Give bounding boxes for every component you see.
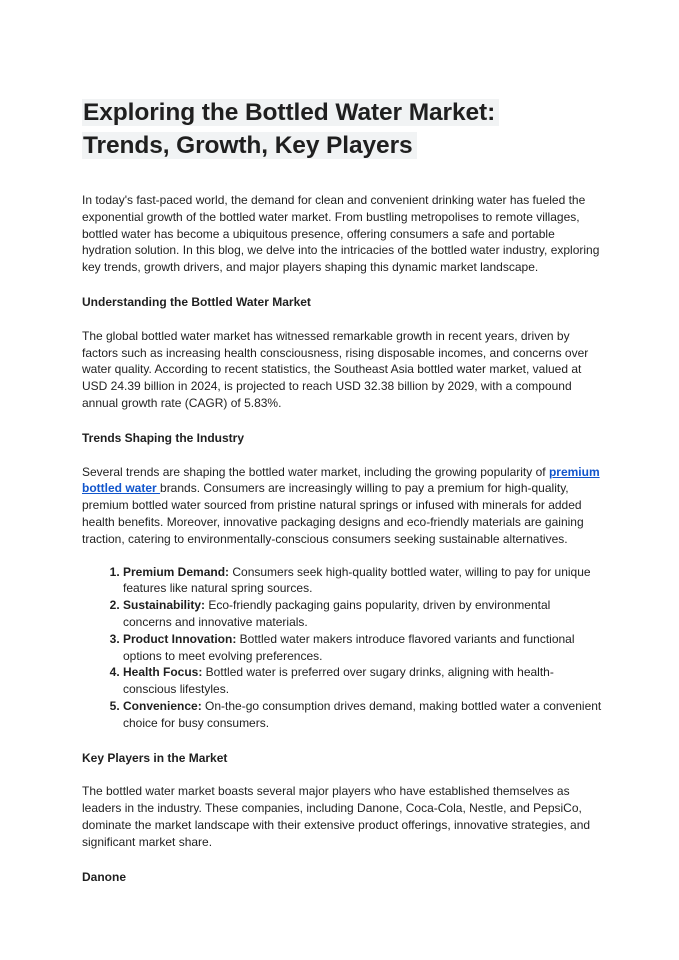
list-item [123, 698, 602, 732]
list-item [123, 664, 602, 698]
list-item-label: Premium Demand: [123, 564, 230, 579]
heading-understanding: Understanding the Bottled Water Market [82, 294, 311, 309]
list-item-label: Product Innovation: [123, 631, 237, 646]
list-item-label: Sustainability: [123, 598, 206, 613]
premium-bottled-water-link[interactable]: premium bottled water [82, 464, 600, 496]
document-title [82, 96, 602, 162]
list-item-label: Health Focus: [123, 665, 203, 680]
key-players-paragraph: The bottled water market boasts several major players who have established themselves as leaders in the industry. These companies, including Danone, Coca-Cola, Nestle, and PepsiCo, dominate the market landscape with their extensive product offerings, innovative strategies, and significant market share. [82, 784, 591, 849]
trends-paragraph [82, 464, 602, 548]
heading-key-players: Key Players in the Market [82, 750, 228, 765]
list-item [123, 564, 602, 598]
list-item-label: Convenience: [123, 698, 202, 713]
title-line-1: Exploring the Bottled Water Market: [82, 99, 499, 126]
list-item-text: On-the-go consumption drives demand, making bottled water a convenient choice for busy consumers. [123, 698, 602, 730]
trends-text-after-link: brands. Consumers are increasingly willing to pay a premium for high-quality, premium bottled water sourced from pristine natural springs or infused with minerals for added health benefits. Moreover, innovative packaging designs and eco-friendly materials are gaining traction, catering to environmentally-conscious consumers seeking sustainable alternatives. [82, 481, 584, 546]
list-item-text: Consumers seek high-quality bottled water, willing to pay for unique features like natural spring sources. [123, 564, 591, 596]
list-item-text: Bottled water is preferred over sugary drinks, aligning with health-conscious lifestyles. [123, 665, 554, 697]
intro-paragraph: In today's fast-paced world, the demand for clean and convenient drinking water has fueled the exponential growth of the bottled water market. From bustling metropolises to remote villages, bottled water has become a ubiquitous presence, offering consumers a safe and portable hydration solution. In this blog, we delve into the intricacies of the bottled water industry, exploring key trends, growth drivers, and major players shaping this dynamic market landscape. [82, 193, 600, 275]
list-item-text: Bottled water makers introduce flavored variants and functional options to meet evolving preferences. [123, 631, 575, 663]
heading-danone: Danone [82, 869, 127, 884]
trends-list [82, 564, 602, 732]
trends-text-before-link: Several trends are shaping the bottled water market, including the growing popularity of [82, 464, 549, 479]
list-item-text: Eco-friendly packaging gains popularity, driven by environmental concerns and innovative materials. [123, 598, 551, 629]
document-page [82, 96, 602, 885]
heading-trends: Trends Shaping the Industry [82, 430, 245, 445]
title-line-2: Trends, Growth, Key Players [82, 132, 417, 159]
list-item [123, 597, 602, 631]
list-item [123, 631, 602, 665]
understanding-paragraph: The global bottled water market has witnessed remarkable growth in recent years, driven by factors such as increasing health consciousness, rising disposable incomes, and concerns over water quality. According to recent statistics, the Southeast Asia bottled water market, valued at USD 24.39 billion in 2024, is projected to reach USD 32.38 billion by 2029, with a compound annual growth rate (CAGR) of 5.83%. [82, 328, 589, 410]
